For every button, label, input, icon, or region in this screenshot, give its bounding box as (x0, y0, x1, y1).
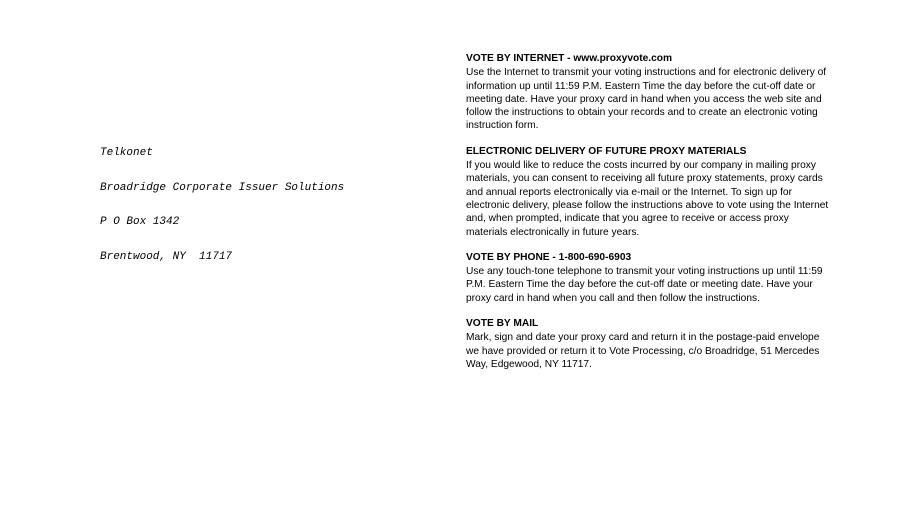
section-vote-by-internet (466, 52, 830, 133)
section-vote-by-phone (466, 251, 830, 305)
section-heading-vote-by-phone: VOTE BY PHONE - 1-800-690-6903 (466, 251, 632, 263)
address-line-agent: Broadridge Corporate Issuer Solutions (100, 181, 345, 194)
section-heading-vote-by-mail: VOTE BY MAIL (466, 318, 539, 330)
address-line-pobox: P O Box 1342 (100, 216, 180, 228)
section-heading-vote-by-internet: VOTE BY INTERNET - www.proxyvote.com (466, 53, 673, 64)
section-body-electronic-delivery: If you would like to reduce the costs incurred by our company in mailing proxy materials, you can consent to receiving all future proxy statements, proxy cards and annual reports electronically via e-mail or the Internet. To sign up for electronic delivery, please follow the instructions above to vote using the Internet and, when prompted, indicate that you agree to receive or access proxy materials electronically in future years. (466, 160, 829, 238)
mailing-address-block (100, 125, 344, 275)
section-body-vote-by-internet: Use the Internet to transmit your voting instructions and for electronic delivery of information up until 11:59 P.M. Eastern Time the day before the cut-off date or meeting date. Have your proxy card in hand when you access the web site and follow the instructions to obtain your records and to create an electronic voting instruction form. (466, 67, 827, 132)
section-body-vote-by-mail: Mark, sign and date your proxy card and return it in the postage-paid envelope we have provided or return it to Vote Processing, c/o Broadridge, 51 Mercedes Way, Edgewood, NY 11717. (466, 332, 820, 370)
voting-instructions (466, 52, 830, 371)
section-heading-electronic-delivery: ELECTRONIC DELIVERY OF FUTURE PROXY MATERIALS (466, 145, 747, 157)
section-body-vote-by-phone: Use any touch-tone telephone to transmit your voting instructions up until 11:59 P.M. Eastern Time the day before the cut-off date or meeting date. Have your proxy card in hand when you call and then follow the instructions. (466, 266, 823, 304)
address-line-company: Telkonet (100, 147, 153, 159)
address-line-city-state-zip: Brentwood, NY 11717 (100, 250, 233, 263)
section-electronic-delivery (466, 145, 830, 239)
section-vote-by-mail (466, 317, 830, 371)
